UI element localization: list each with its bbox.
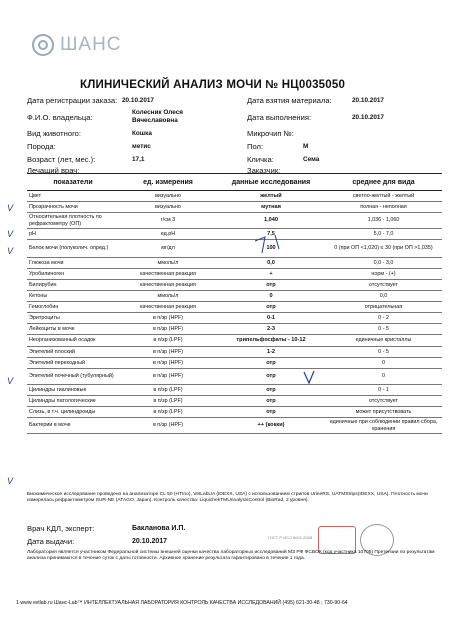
value-cell: отр (217, 407, 325, 418)
value-cell: 1,040 (217, 213, 325, 229)
table-row (27, 358, 442, 369)
table-header-row (27, 174, 442, 191)
chip-label: Микрочип №: (247, 129, 294, 138)
table-row (27, 191, 442, 202)
value-cell: 100 (217, 240, 325, 258)
param-cell: Эпителий плоский (27, 347, 119, 358)
param-cell: Лейкоциты в моче (27, 324, 119, 335)
param-cell: Кетоны (27, 291, 119, 302)
value-cell: 2-3 (217, 324, 325, 335)
param-cell: Цилиндры гиалиновые (27, 385, 119, 396)
report-title: КЛИНИЧЕСКИЙ АНАЛИЗ МОЧИ № НЦ0035050 (80, 79, 346, 91)
ref-cell: отсутствует (325, 396, 442, 407)
param-cell: Эпителий переходный (27, 358, 119, 369)
ref-cell: 5,0 - 7,0 (325, 229, 442, 240)
ref-cell: отсутствует (325, 280, 442, 291)
value-cell: 0 (217, 291, 325, 302)
unit-cell: качественная реакция (119, 269, 217, 280)
param-cell: Относительная плотность по рефрактометру (ОП) (27, 213, 119, 229)
reg-date-label: Дата регистрации заказа: (27, 96, 118, 105)
species-label: Вид животного: (27, 129, 82, 138)
table-row (27, 240, 442, 258)
species: Кошка (132, 130, 152, 137)
param-cell: Гемоглобин (27, 302, 119, 313)
unit-cell: визуально (119, 202, 217, 213)
vet-label: Лечащий врач: (27, 166, 80, 175)
sample-date-label: Дата взятия материала: (247, 96, 332, 105)
param-cell: Эпителий почечный (тубулярный) (27, 369, 119, 385)
nick: Сема (303, 156, 320, 163)
stamp-text: ГОСТ Р ИСО 9001-2008 (268, 535, 313, 540)
handwritten-arrow-icon (253, 231, 283, 261)
value-cell: отр (217, 369, 325, 385)
ref-cell: может присутствовать (325, 407, 442, 418)
unit-cell: качественная реакция (119, 280, 217, 291)
ref-cell: норм - (+) (325, 269, 442, 280)
unit-cell: в п/зр (LPF) (119, 335, 217, 347)
unit-cell: мг/дл (119, 240, 217, 258)
results-table (27, 173, 442, 434)
table-row (27, 335, 442, 347)
unit-cell: в п/зр (LPF) (119, 407, 217, 418)
param-cell: Бактерии в моче (27, 418, 119, 434)
table-row (27, 324, 442, 335)
lab-note: Лаборатория является участником Федеральной системы внешней оценки качества лабораторных исследований МЗ РФ ФСВОК (код участника 10705) Претензии по результатам анализа принимаются в течение суток с даты готовности. Архивное хранение результата гарантировано в течение 1 года. (27, 550, 435, 562)
value-cell: 0,0 (217, 258, 325, 269)
value-cell: отр (217, 396, 325, 407)
col-header-ref: среднее для вида (325, 174, 442, 191)
ref-cell: 0 (при ОП <1,020) ≤ 30 (при ОП >1,035) (325, 240, 442, 258)
nick-label: Кличка: (247, 155, 274, 164)
ref-cell: 0,0 - 3,0 (325, 258, 442, 269)
param-cell: Эритроциты (27, 313, 119, 324)
unit-cell: в п/зр (HPF) (119, 369, 217, 385)
param-cell: Белок мочи (полуколич. опред.) (27, 240, 119, 258)
param-cell: Прозрачность мочи (27, 202, 119, 213)
ref-cell: 0 - 5 (325, 324, 442, 335)
unit-cell: качественная реакция (119, 302, 217, 313)
table-row (27, 385, 442, 396)
param-cell: Билирубин (27, 280, 119, 291)
table-row (27, 291, 442, 302)
table-row (27, 407, 442, 418)
col-header-unit: ед. измерения (119, 174, 217, 191)
age-label: Возраст (лет, мес.): (27, 155, 96, 164)
param-cell: Неорганизованный осадок (27, 335, 119, 347)
breed-label: Порода: (27, 142, 56, 151)
ref-cell: 0,0 (325, 291, 442, 302)
logo-text: ШАНС (60, 34, 122, 55)
reg-date: 20.10.2017 (122, 97, 154, 104)
table-row (27, 369, 442, 385)
unit-cell: г/см 3 (119, 213, 217, 229)
done-date: 20.10.2017 (352, 114, 384, 121)
unit-cell: в п/зр (HPF) (119, 347, 217, 358)
handwritten-check-mark: V (7, 203, 14, 213)
param-cell: pH (27, 229, 119, 240)
handwritten-check-mark: V (7, 476, 14, 486)
ref-cell: 0 - 2 (325, 313, 442, 324)
handwritten-check-mark: V (7, 246, 14, 256)
param-cell: Слизь, в т.ч. цилиндроиды (27, 407, 119, 418)
unit-cell: в п/зр (HPF) (119, 324, 217, 335)
sex: М (303, 143, 309, 150)
table-row (27, 258, 442, 269)
ref-cell: 0 (325, 369, 442, 385)
unit-cell: визуально (119, 191, 217, 202)
handwritten-check-mark: V (7, 229, 14, 239)
method-note: Биохимическое исследование проведено на анализаторе CL 50 (HTIno), VetLabUA (IDEXX, USA) с использованием стрипов UrineRS, UATMStrips(IDEXX, USA). Плотность мочи измерялась рефрактометром SUR-NE (ATAGO, Japan). Контроль качества: LiquichekTMUrinalysisControl (BioRad, 2 уровня). (27, 492, 428, 504)
unit-cell: ммоль/л (119, 258, 217, 269)
value-cell: отр (217, 385, 325, 396)
doctor-label: Врач КДЛ, эксперт: (27, 524, 95, 533)
param-cell: Глюкоза мочи (27, 258, 119, 269)
owner-label: Ф.И.О. владельца: (27, 113, 93, 122)
param-cell: Уробилиноген (27, 269, 119, 280)
table-row (27, 280, 442, 291)
ref-cell: светло-желтый - желтый (325, 191, 442, 202)
page-footer: 1 www.vetlab.ru Шанс-Lab™ ИНТЕЛЛЕКТУАЛЬНАЯ ЛАБОРАТОРИЯ КОНТРОЛЬ КАЧЕСТВА ИССЛЕДОВАНИЙ (495) 621-30-48 ; 730-90-64 (16, 600, 348, 606)
table-row (27, 313, 442, 324)
breed: метис (132, 143, 151, 150)
ref-cell: отрицательная (325, 302, 442, 313)
table-row (27, 202, 442, 213)
value-cell: отр (217, 358, 325, 369)
value-cell: 0-1 (217, 313, 325, 324)
table-row (27, 396, 442, 407)
unit-cell: ммоль/л (119, 291, 217, 302)
customer-label: Заказчик: (247, 166, 281, 175)
value-cell: отр (217, 302, 325, 313)
ref-cell: полная - неполная (325, 202, 442, 213)
unit-cell: в п/зр (HPF) (119, 358, 217, 369)
param-cell: Цвет (27, 191, 119, 202)
table-row (27, 347, 442, 358)
doctor-name: Бакланова И.П. (132, 525, 186, 532)
table-row (27, 302, 442, 313)
sample-date: 20.10.2017 (352, 97, 384, 104)
unit-cell: в п/зр (LPF) (119, 396, 217, 407)
handwritten-check-mark: V (7, 376, 14, 386)
table-row (27, 213, 442, 229)
owner-name: Колесник Олеся Вячеславовна (132, 109, 184, 124)
value-cell: 1-2 (217, 347, 325, 358)
unit-cell: в п/зр (HPF) (119, 418, 217, 434)
ref-cell: 0 (325, 358, 442, 369)
ref-cell: единичные при соблюдении правил сбора, хранения (325, 418, 442, 434)
value-cell: 7,5 (217, 229, 325, 240)
value-cell: + (217, 269, 325, 280)
col-header-value: данные исследования (217, 174, 325, 191)
table-row (27, 269, 442, 280)
value-cell: отр (217, 280, 325, 291)
param-cell: Цилиндры патологические (27, 396, 119, 407)
unit-cell: в п/зр (HPF) (119, 313, 217, 324)
handwritten-mark-icon (302, 370, 316, 386)
logo-mark-icon (32, 34, 54, 56)
issue-date-label: Дата выдачи: (27, 537, 75, 546)
value-cell: трипельфосфаты - 10-12 (217, 335, 325, 347)
table-row (27, 229, 442, 240)
ref-cell: 0 - 5 (325, 347, 442, 358)
value-cell: ++ (кокки) (217, 418, 325, 434)
unit-cell: ед.pH (119, 229, 217, 240)
col-header-param: показатели (27, 174, 119, 191)
age: 17,1 (132, 156, 145, 163)
ref-cell: единичные кристаллы (325, 335, 442, 347)
table-row (27, 418, 442, 434)
issue-date: 20.10.2017 (132, 538, 168, 545)
done-date-label: Дата выполнения: (247, 113, 312, 122)
value-cell: мутная (217, 202, 325, 213)
unit-cell: в п/зр (LPF) (119, 385, 217, 396)
sex-label: Пол: (247, 142, 264, 151)
lab-logo (32, 34, 122, 56)
ref-cell: 0 - 1 (325, 385, 442, 396)
ref-cell: 1,036 - 1,060 (325, 213, 442, 229)
value-cell: желтый (217, 191, 325, 202)
